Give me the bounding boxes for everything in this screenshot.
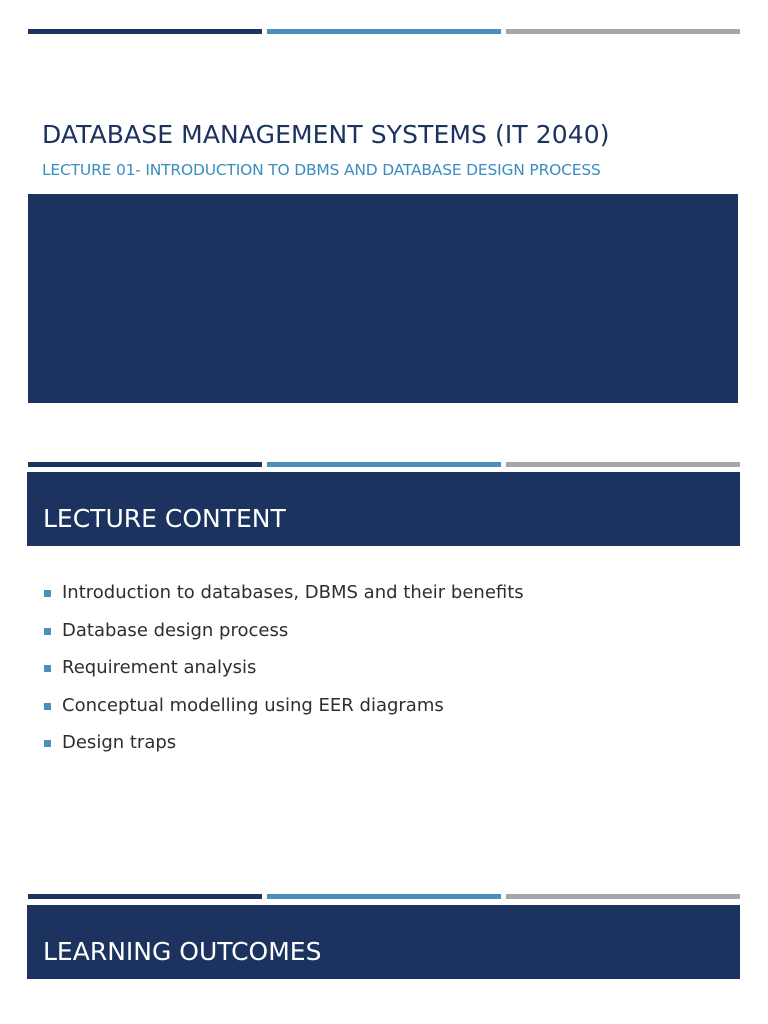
square-bullet-icon: [44, 740, 51, 747]
accent-bar-blue: [267, 894, 501, 899]
square-bullet-icon: [44, 628, 51, 635]
list-item: [44, 653, 524, 691]
title-slide-accent-bars: [28, 29, 740, 34]
list-item-text: Requirement analysis: [62, 657, 257, 678]
list-item: [44, 691, 524, 729]
title-slide-banner: [28, 194, 738, 403]
square-bullet-icon: [44, 703, 51, 710]
list-item: [44, 578, 524, 616]
list-item: [44, 728, 524, 766]
list-item-text: Design traps: [62, 732, 177, 753]
lecture-content-list: [44, 578, 524, 766]
accent-bar-navy: [28, 462, 262, 467]
accent-bar-blue: [267, 462, 501, 467]
learning-outcomes-title: LEARNING OUTCOMES: [43, 937, 322, 966]
accent-bar-navy: [28, 894, 262, 899]
accent-bar-blue: [267, 29, 501, 34]
accent-bar-gray: [506, 462, 740, 467]
square-bullet-icon: [44, 590, 51, 597]
learning-outcomes-header: [27, 905, 740, 979]
content-slide-accent-bars: [28, 462, 740, 467]
square-bullet-icon: [44, 665, 51, 672]
accent-bar-gray: [506, 29, 740, 34]
list-item-text: Conceptual modelling using EER diagrams: [62, 694, 444, 716]
list-item: [44, 616, 524, 654]
accent-bar-navy: [28, 29, 262, 34]
lecture-subtitle: LECTURE 01- INTRODUCTION TO DBMS AND DATABASE DESIGN PROCESS: [42, 161, 601, 179]
lecture-content-title: LECTURE CONTENT: [43, 504, 286, 533]
list-item-text: Introduction to databases, DBMS and their benefits: [62, 582, 524, 603]
accent-bar-gray: [506, 894, 740, 899]
course-title: DATABASE MANAGEMENT SYSTEMS (IT 2040): [42, 120, 610, 149]
lecture-content-header: [27, 472, 740, 546]
list-item-text: Database design process: [62, 619, 289, 641]
outcomes-slide-accent-bars: [28, 894, 740, 899]
